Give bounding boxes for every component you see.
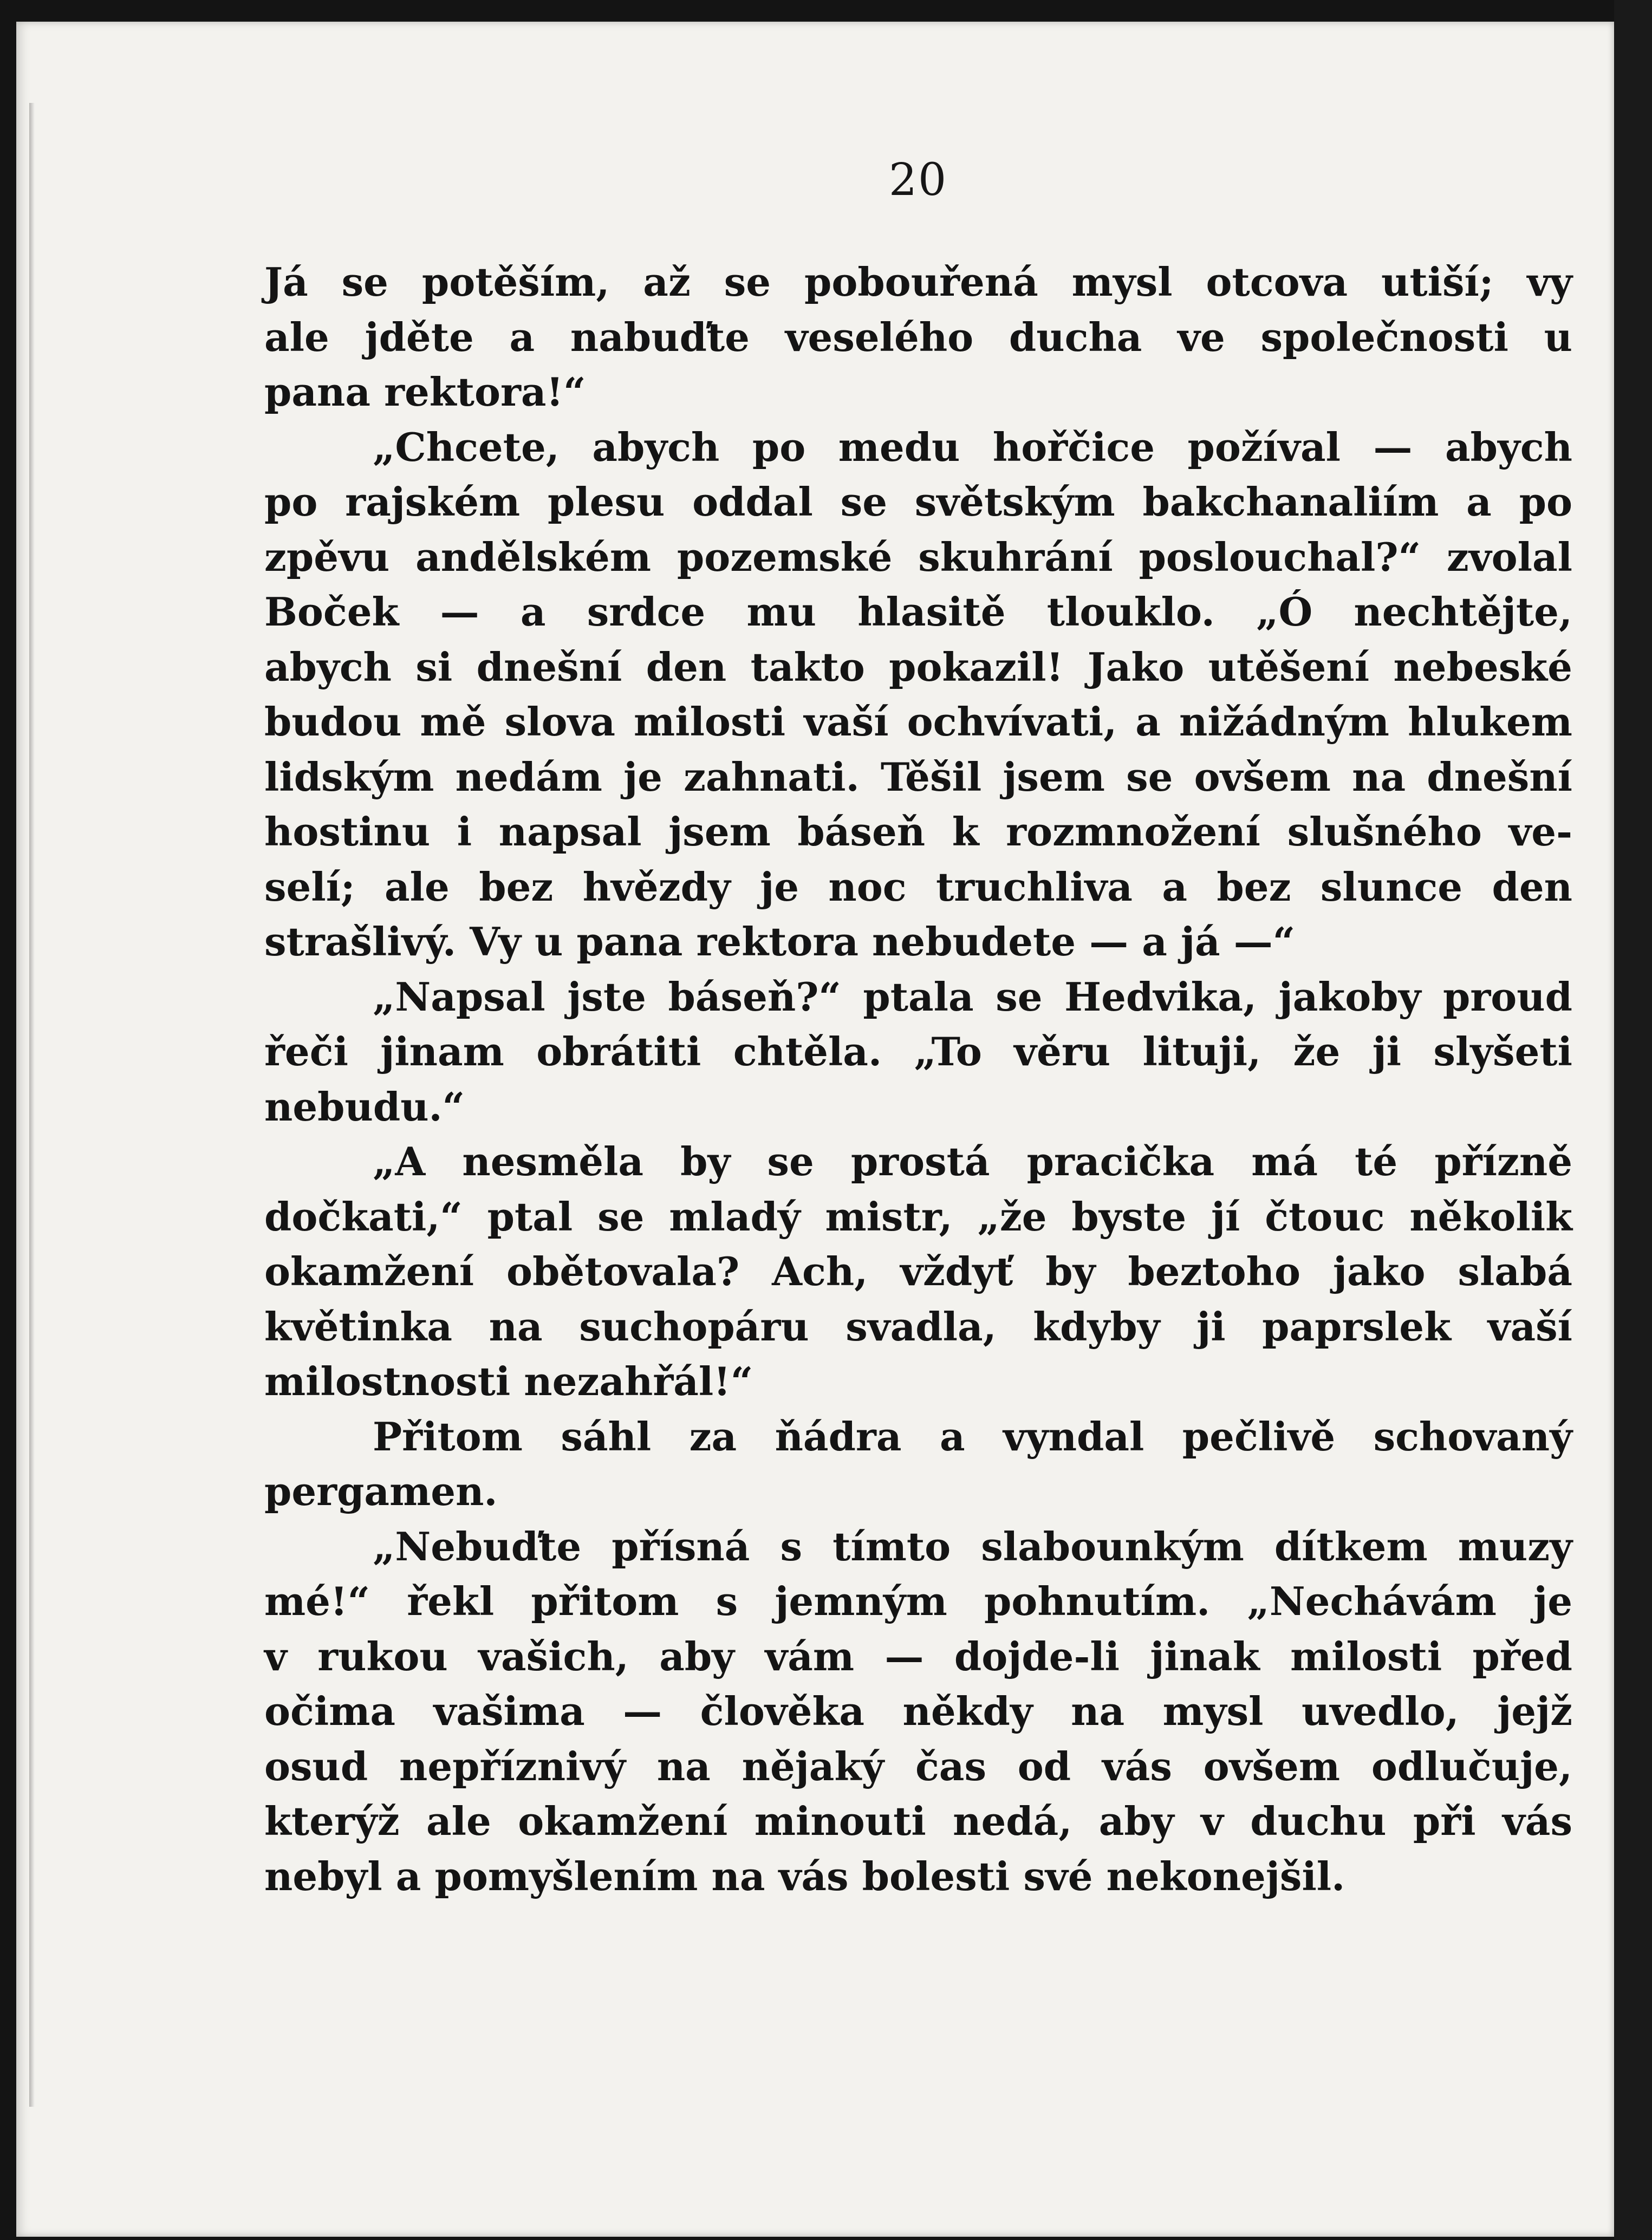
text-line: abych si dnešní den takto pokazil! Jako utěšení nebeské <box>264 643 1572 690</box>
text-line: dočkati,“ ptal se mladý mistr, „že byste jí čtouc několik <box>264 1193 1572 1240</box>
text-line: strašlivý. Vy u pana rektora nebudete — a já —“ <box>264 919 1296 965</box>
text-line: milostnosti nezahřál!“ <box>264 1358 753 1404</box>
text-line: lidským nedám je zahnati. Těšil jsem se ovšem na dnešní <box>264 753 1572 800</box>
text-line: okamžení obětovala? Ach, vždyť by beztoho jako slabá <box>264 1248 1572 1294</box>
text-line: ale jděte a nabuďte veselého ducha ve společnosti u <box>264 314 1572 360</box>
text-line: osud nepříznivý na nějaký čas od vás ovšem odlučuje, <box>264 1743 1572 1789</box>
text-line: nebyl a pomyšlením na vás bolesti své nekonejšil. <box>264 1853 1345 1899</box>
text-line: květinka na suchopáru svadla, kdyby ji paprslek vaší <box>264 1303 1572 1350</box>
binding-shadow <box>29 103 35 2107</box>
text-line: „A nesměla by se prostá pracička má té přízně <box>373 1138 1572 1184</box>
text-line: „Chcete, abych po medu hořčice požíval — abych <box>373 424 1572 470</box>
text-line: po rajském plesu oddal se světským bakchanaliím a po <box>264 479 1572 525</box>
text-line: Přitom sáhl za ňádra a vyndal pečlivě schovaný <box>373 1413 1572 1460</box>
text-line: Já se potěším, až se pobouřená mysl otcova utiší; vy <box>264 259 1572 305</box>
text-line: očima vašima — člověka někdy na mysl uvedlo, jejž <box>264 1688 1572 1734</box>
text-line: „Nebuďte přísná s tímto slabounkým dítkem muzy <box>373 1523 1572 1570</box>
text-line: mé!“ řekl přitom s jemným pohnutím. „Nechávám je <box>264 1578 1572 1624</box>
text-line: pana rektora!“ <box>264 369 586 415</box>
text-line: budou mě slova milosti vaší ochvívati, a nižádným hlukem <box>264 699 1572 745</box>
text-line: Boček — a srdce mu hlasitě tlouklo. „Ó nechtějte, <box>264 589 1572 635</box>
body-text <box>264 255 1572 1904</box>
text-line: zpěvu andělském pozemské skuhrání poslouchal?“ zvolal <box>264 533 1572 580</box>
text-line: v rukou vašich, aby vám — dojde-li jinak milosti před <box>264 1633 1572 1679</box>
text-line: „Napsal jste báseň?“ ptala se Hedvika, jakoby proud <box>373 973 1572 1020</box>
scan-right-border <box>1614 0 1652 2240</box>
text-line: nebudu.“ <box>264 1083 465 1130</box>
page-number: 20 <box>888 154 948 206</box>
text-line: řeči jinam obrátiti chtěla. „To věru lituji, že ji slyšeti <box>264 1028 1572 1075</box>
text-line: hostinu i napsal jsem báseň k rozmnožení slušného ve- <box>264 809 1572 855</box>
text-line: pergamen. <box>264 1468 498 1514</box>
text-line: kterýž ale okamžení minouti nedá, aby v duchu při vás <box>264 1798 1572 1844</box>
text-line: selí; ale bez hvězdy je noc truchliva a bez slunce den <box>264 863 1572 910</box>
